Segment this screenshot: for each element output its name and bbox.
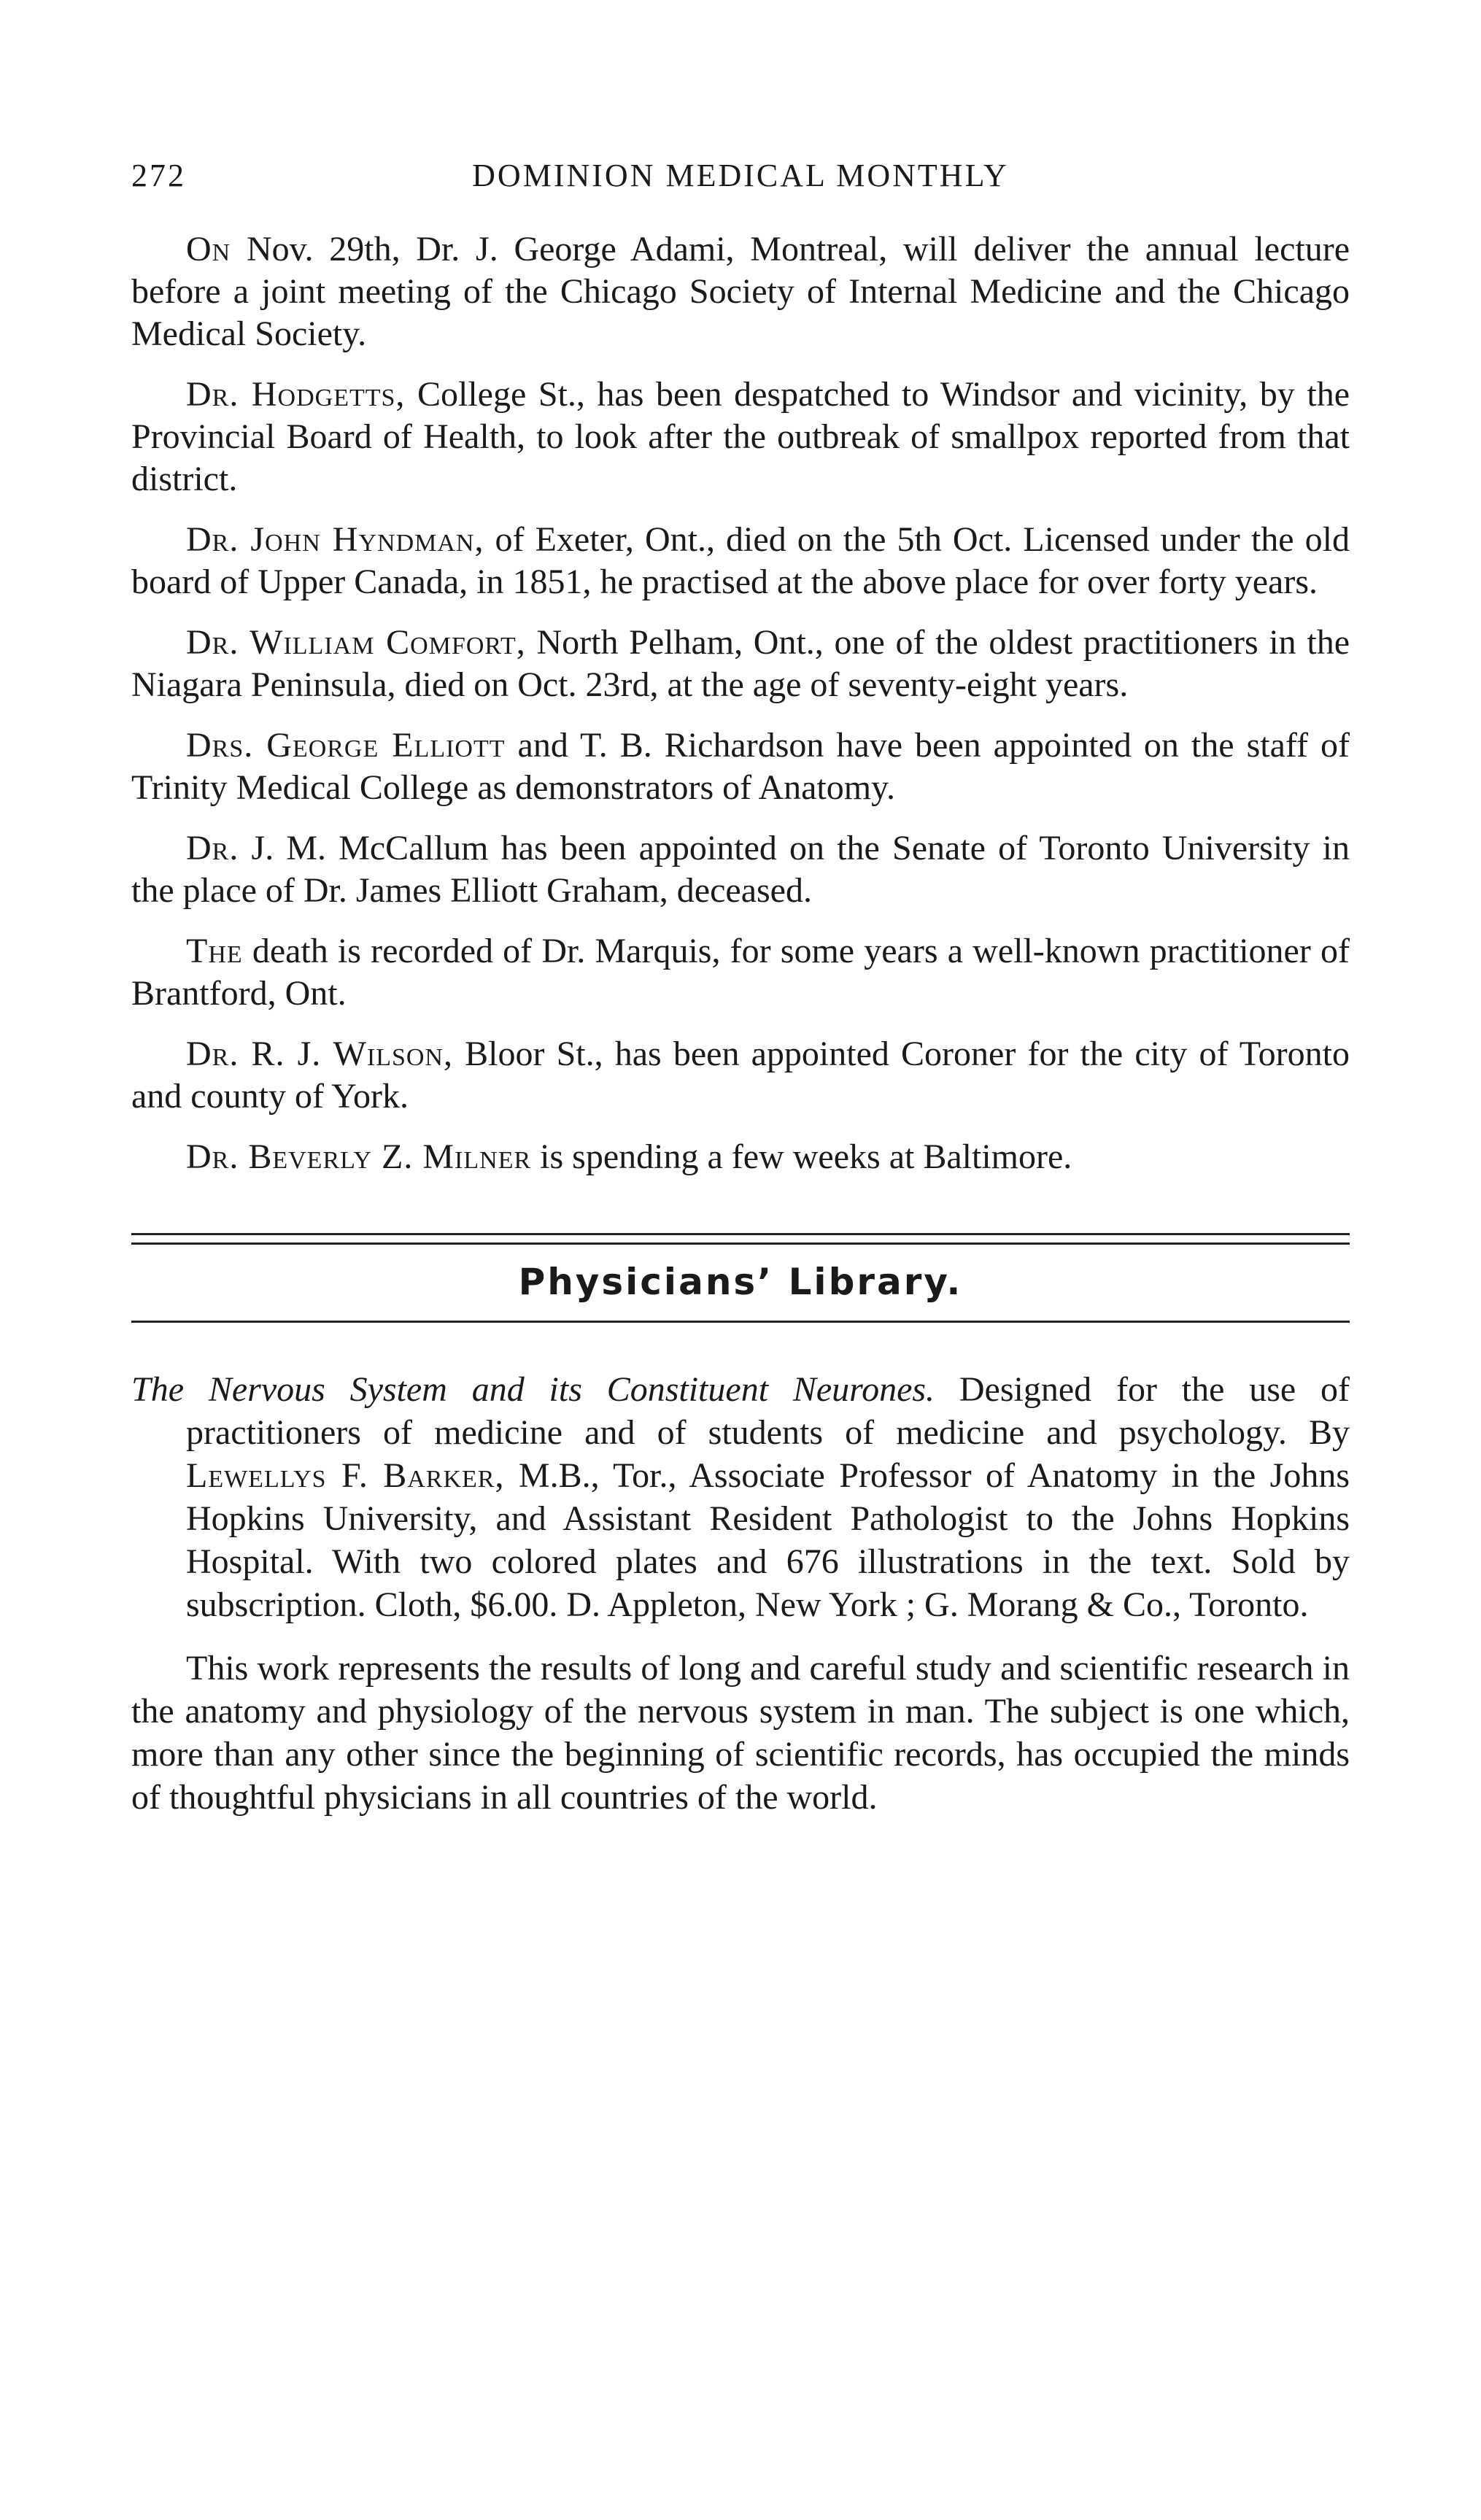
news-section xyxy=(131,228,1350,1178)
news-text: Bloor St., has been appointed Coroner for the city of Toronto and county of York. xyxy=(131,1035,1350,1116)
news-item-mccallum xyxy=(131,827,1350,912)
section-divider-rule xyxy=(131,1321,1350,1323)
library-heading: Physicians’ Library. xyxy=(518,1261,963,1303)
news-item-comfort xyxy=(131,622,1350,706)
page-number: 272 xyxy=(131,158,186,193)
journal-title: DOMINION MEDICAL MONTHLY xyxy=(472,158,1009,193)
book-author: Lewellys F. Barker, xyxy=(186,1456,505,1495)
news-lead: Dr. William Comfort, xyxy=(186,623,526,662)
news-lead: Dr. xyxy=(186,829,239,867)
page xyxy=(131,157,1350,1819)
news-item-adami xyxy=(131,228,1350,355)
news-text: is spending a few weeks at Baltimore. xyxy=(531,1137,1072,1176)
news-lead: The xyxy=(186,932,243,970)
book-details: M.B., Tor., Associate Professor of Anatomy in the Johns Hopkins University, and Assistant Resident Pathologist to the Johns Hopkins Hospital. With two colored plates and 676 illustrations in the text. Sold by subscription. Cloth, $6.00. D. Appleton, New York ; G. Morang & Co., Toronto. xyxy=(186,1456,1350,1624)
news-text: College St., has been despatched to Windsor and vicinity, by the Provincial Board of Health, to look after the outbreak of smallpox reported from that district. xyxy=(131,375,1350,498)
news-text: of Exeter, Ont., died on the 5th Oct. Licensed under the old board of Upper Canada, in 1851, he practised at the above place for over forty years. xyxy=(131,520,1350,601)
news-item-elliott-richardson xyxy=(131,724,1350,809)
news-lead: Drs. George Elliott xyxy=(186,726,506,765)
book-entry xyxy=(131,1368,1350,1626)
news-text: North Pelham, Ont., one of the oldest practitioners in the Niagara Peninsula, died on Oct. 23rd, at the age of seventy-eight years. xyxy=(131,623,1350,704)
book-title: The Nervous System and its Constituent Neurones. xyxy=(131,1370,935,1409)
news-item-wilson xyxy=(131,1033,1350,1118)
news-item-hyndman xyxy=(131,519,1350,603)
news-lead: Dr. Hodgetts, xyxy=(186,375,406,414)
news-item-hodgetts xyxy=(131,374,1350,500)
news-text: J. M. McCallum has been appointed on the Senate of Toronto University in the place of Dr. James Elliott Graham, deceased. xyxy=(131,829,1350,910)
news-text: Nov. 29th, Dr. J. George Adami, Montreal, will deliver the annual lecture before a joint meeting of the Chicago Society of Internal Medicine and the Chicago Medical Society. xyxy=(131,230,1350,353)
news-lead: On xyxy=(186,230,231,268)
news-item-milner xyxy=(131,1136,1350,1178)
news-lead: Dr. John Hyndman, xyxy=(186,520,484,559)
news-text: and T. B. Richardson have been appointed on the staff of Trinity Medical College as demonstrators of Anatomy. xyxy=(131,726,1350,807)
news-item-marquis xyxy=(131,930,1350,1015)
news-text: death is recorded of Dr. Marquis, for some years a well-known practitioner of Brantford, Ont. xyxy=(131,932,1350,1013)
news-lead: Dr. R. J. Wilson, xyxy=(186,1035,453,1073)
section-divider-double-rule xyxy=(131,1233,1350,1245)
news-lead: Dr. Beverly Z. Milner xyxy=(186,1137,532,1176)
book-description: Designed for the use of practitioners of medicine and of students of medicine and psychology. By xyxy=(186,1370,1350,1452)
running-head xyxy=(131,157,1350,208)
book-review: This work represents the results of long and careful study and scientific research in the anatomy and physiology of the nervous system in man. The subject is one which, more than any other since the beginning of scientific records, has occupied the minds of thoughtful physicians in all countries of the world. xyxy=(131,1649,1350,1817)
